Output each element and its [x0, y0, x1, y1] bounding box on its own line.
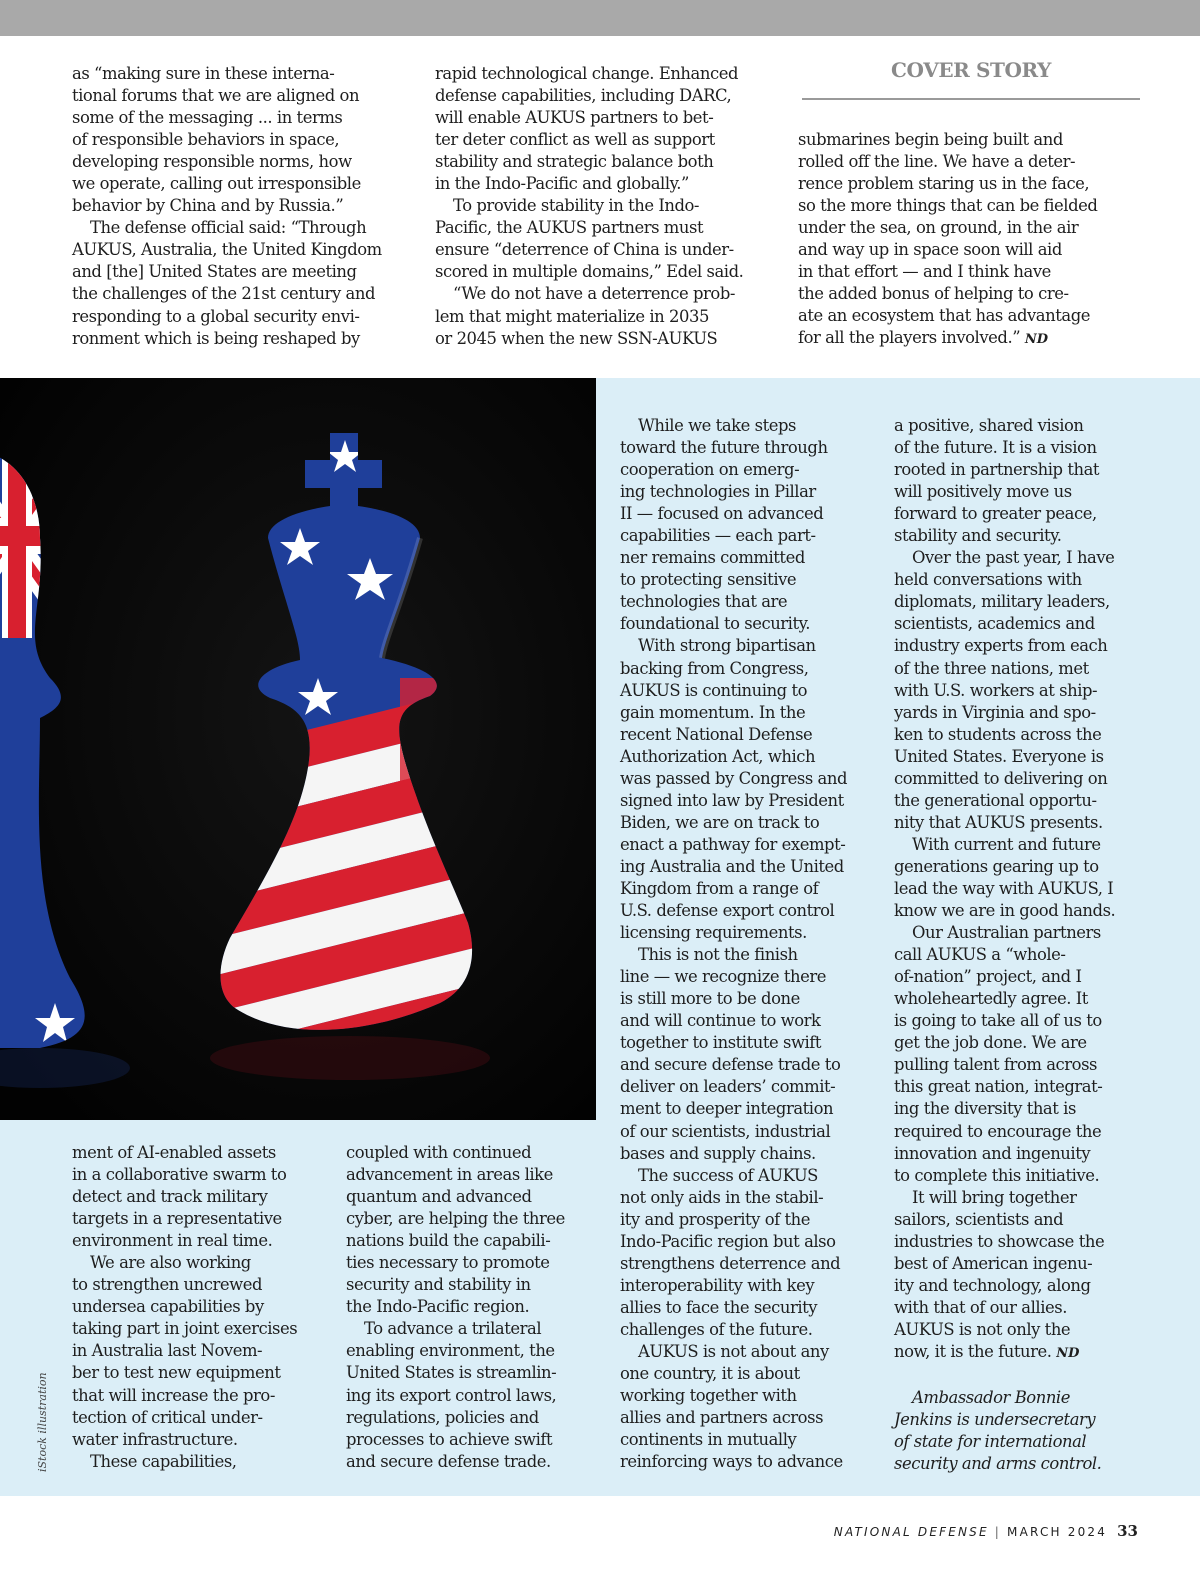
- paragraph: Over the past year, I have held conversations with diplomats, military leaders, scientists, academics and industry experts from each of the three nations, met with U.S. workers at ship- yards in Virginia and spo- ken to students across the United States. Everyone is committed to delivering on the generational opportu- nity that AUKUS presents.: [894, 548, 1115, 832]
- bottom-column-4: [894, 415, 1164, 1475]
- paragraph: The success of AUKUS not only aids in the stabil- ity and prosperity of the Indo-Pacific region but also strengthens deterrence and interoperability with key allies to face the security challenges of the future.: [620, 1165, 841, 1339]
- bottom-column-3: [620, 415, 882, 1473]
- top-column-1: [72, 63, 417, 350]
- paragraph: We are also working to strengthen uncrewed undersea capabilities by taking part in joint exercises in Australia last Novem- ber to test new equipment that will increase the pro- tection of critical under- water infrastructure.: [72, 1253, 298, 1449]
- paragraph: While we take steps toward the future through cooperation on emerg- ing technologies in Pillar II — focused on advanced capabilities — each part- ner remains committed to protecting sensitive technologies that are foundational to security.: [620, 416, 828, 634]
- paragraph: ment of AI-enabled assets in a collaborative swarm to detect and track military targets in a representative environment in real time.: [72, 1143, 287, 1251]
- bottom-column-1: [72, 1142, 334, 1473]
- top-bar: [0, 0, 1200, 36]
- paragraph: a positive, shared vision of the future. It is a vision rooted in partnership that will positively move us forward to greater peace, stability and security.: [894, 416, 1100, 546]
- publication-name: NATIONAL DEFENSE: [833, 1525, 989, 1539]
- section-label: COVER STORY: [891, 58, 1051, 82]
- paragraph: These capabilities,: [90, 1451, 237, 1471]
- end-mark: ND: [1056, 1345, 1080, 1361]
- section-divider: [802, 98, 1140, 100]
- bottom-column-2: [346, 1142, 608, 1473]
- top-column-3: [798, 129, 1143, 351]
- paragraph: To advance a trilateral enabling environment, the United States is streamlin- ing its export control laws, regulations, policies and processes to achieve swift and secure defense trade.: [346, 1319, 557, 1471]
- paragraph: With strong bipartisan backing from Congress, AUKUS is continuing to gain momentum. In the recent National Defense Authorization Act, which was passed by Congress and signed into law by President Biden, we are on track to enact a pathway for exempt- ing Australia and the United Kingdom from a range of U.S. defense export control licensing requirements.: [620, 636, 848, 943]
- paragraph: This is not the finish line — we recognize there is still more to be done and will continue to work together to institute swift and secure defense trade to deliver on leaders’ commit- ment to deeper integration of our scientists, industrial bases and supply chains.: [620, 945, 841, 1163]
- paragraph: AUKUS is not about any one country, it is about working together with allies and partners across continents in mutually reinforcing ways to advance: [620, 1341, 843, 1472]
- paragraph: Our Australian partners call AUKUS a “whole- of-nation” project, and I wholeheartedly agree. It is going to take all of us to get the job done. We are pulling talent from across this great nation, integrat- ing the diversity that is required to encourage the innovation and ingenuity to complete this initiative.: [894, 923, 1103, 1185]
- paragraph: “We do not have a deterrence prob- lem that might materialize in 2035 or 2045 when the new SSN-AUKUS: [435, 284, 735, 348]
- issue-date: MARCH 2024: [1007, 1525, 1108, 1539]
- end-mark: ND: [1024, 332, 1049, 348]
- chess-kings-illustration: [0, 378, 596, 1120]
- footer-separator: |: [994, 1525, 1002, 1539]
- paragraph: It will bring together sailors, scientists and industries to showcase the best of American ingenu- ity and technology, along with that of our allies. AUKUS is not only the now, it is the future.: [894, 1187, 1105, 1361]
- paragraph: The defense official said: “Through AUKUS, Australia, the United Kingdom and [the] United States are meeting the challenges of the 21st century and responding to a global security envi- ronment which is being reshaped by: [72, 218, 382, 348]
- paragraph: To provide stability in the Indo- Pacific, the AUKUS partners must ensure “deterrence of China is under- scored in multiple domains,” Edel said.: [435, 196, 744, 282]
- paragraph: coupled with continued advancement in areas like quantum and advanced cyber, are helping the three nations build the capabili- ties necessary to promote security and stability in the Indo-Pacific region.: [346, 1143, 565, 1317]
- page-footer: [834, 1522, 1138, 1540]
- author-bio: Ambassador Bonnie Jenkins is undersecretary of state for international security and arms control.: [894, 1388, 1102, 1474]
- photo-credit: iStock illustration: [36, 1372, 49, 1472]
- top-column-2: [435, 63, 780, 350]
- paragraph: rapid technological change. Enhanced defense capabilities, including DARC, will enable AUKUS partners to bet- ter deter conflict as well as support stability and strategic balance both in the Indo-Pacific and globally.”: [435, 64, 738, 194]
- paragraph: submarines begin being built and rolled off the line. We have a deter- rence problem staring us in the face, so the more things that can be fielded under the sea, on ground, in the air and way up in space soon will aid in that effort — and I think have the added bonus of helping to cre- ate an ecosystem that has advantage for all the players involved.”: [798, 130, 1098, 348]
- page-number: 33: [1117, 1522, 1138, 1540]
- paragraph: as “making sure in these interna- tional forums that we are aligned on some of the messaging ... in terms of responsible behaviors in space, developing responsible norms, how we operate, calling out irresponsible behavior by China and by Russia.”: [72, 64, 361, 216]
- paragraph: With current and future generations gearing up to lead the way with AUKUS, I know we are in good hands.: [894, 834, 1116, 921]
